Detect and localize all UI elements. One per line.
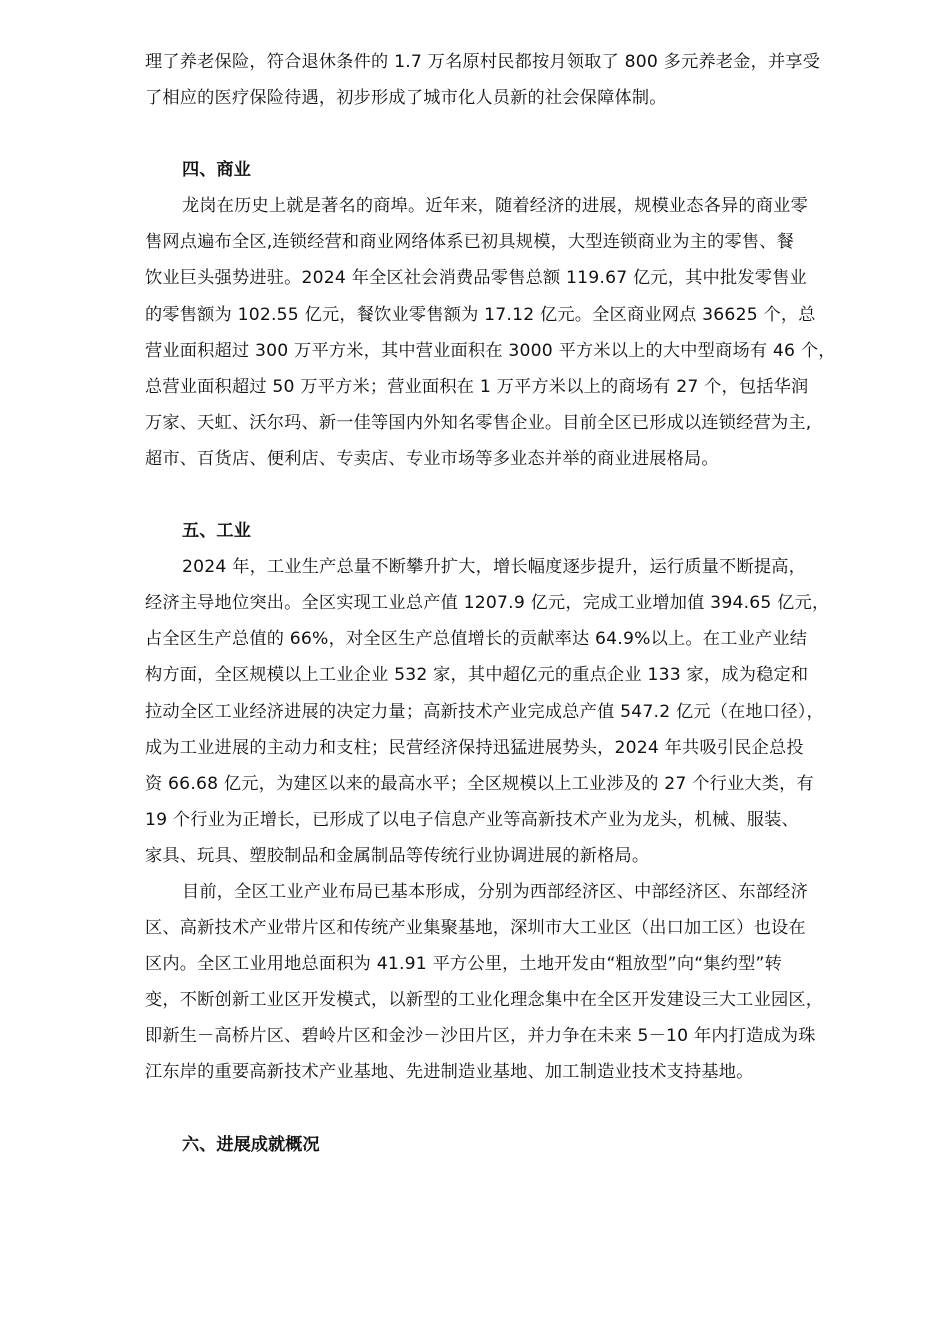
text-line: 饮业巨头强势进驻。2024 年全区社会消费品零售总额 119.67 亿元，其中批发零售业 — [145, 268, 807, 289]
section-heading: 五、工业 — [182, 521, 251, 542]
text-line: 即新生－高桥片区、碧岭片区和金沙－沙田片区，并力争在未来 5－10 年内打造成为珠 — [145, 1026, 816, 1047]
text-line: 变，不断创新工业区开发模式，以新型的工业化理念集中在全区开发建设三大工业园区， — [145, 990, 824, 1011]
spacer — [145, 1091, 885, 1127]
section-heading: 四、商业 — [182, 160, 251, 181]
text-line: 总营业面积超过 50 万平方米；营业面积在 1 万平方米以上的商场有 27 个，包括华润 — [145, 376, 809, 397]
section-industry — [145, 513, 885, 1091]
spacer — [145, 116, 885, 152]
text-line: 2024 年，工业生产总量不断攀升扩大，增长幅度逐步提升，运行质量不断提高， — [182, 557, 806, 578]
text-line: 万家、天虹、沃尔玛、新一佳等国内外知名零售企业。目前全区已形成以连锁经营为主, — [145, 412, 812, 433]
document-page — [145, 44, 885, 1163]
section-heading: 六、进展成就概况 — [182, 1134, 320, 1155]
text-line: 目前，全区工业产业布局已基本形成，分别为西部经济区、中部经济区、东部经济 — [182, 881, 808, 902]
text-line: 家具、玩具、塑胶制品和金属制品等传统行业协调进展的新格局。 — [145, 845, 650, 866]
text-line: 了相应的医疗保险待遇，初步形成了城市化人员新的社会保障体制。 — [145, 88, 667, 109]
text-line: 占全区生产总值的 66%，对全区生产总值增长的贡献率达 64.9%以上。在工业产业结 — [145, 629, 808, 650]
text-line: 的零售额为 102.55 亿元，餐饮业零售额为 17.12 亿元。全区商业网点 36625 个，总 — [145, 304, 816, 325]
intro-paragraph — [145, 44, 885, 116]
text-line: 理了养老保险，符合退休条件的 1.7 万名原村民都按月领取了 800 多元养老金，并享受 — [145, 52, 821, 72]
section-achievements — [145, 1127, 885, 1163]
text-line: 售网点遍布全区,连锁经营和商业网络体系已初具规模，大型连锁商业为主的零售、餐 — [145, 232, 795, 253]
text-line: 超市、百货店、便利店、专卖店、专业市场等多业态并举的商业进展格局。 — [145, 448, 719, 469]
text-line: 龙岗在历史上就是著名的商埠。近年来，随着经济的进展，规模业态各异的商业零 — [182, 196, 808, 217]
text-line: 江东岸的重要高新技术产业基地、先进制造业基地、加工制造业技术支持基地。 — [145, 1062, 754, 1083]
text-line: 拉动全区工业经济进展的决定力量；高新技术产业完成总产值 547.2 亿元（在地口径）， — [145, 701, 824, 722]
section-commerce — [145, 152, 885, 477]
text-line: 区内。全区工业用地总面积为 41.91 平方公里，土地开发由“粗放型”向“集约型”转 — [145, 954, 782, 975]
text-line: 资 66.68 亿元，为建区以来的最高水平；全区规模以上工业涉及的 27 个行业大类，有 — [145, 773, 814, 794]
text-line: 经济主导地位突出。全区实现工业总产值 1207.9 亿元，完成工业增加值 394.65 亿元， — [145, 593, 830, 614]
spacer — [145, 477, 885, 513]
text-line: 构方面，全区规模以上工业企业 532 家，其中超亿元的重点企业 133 家，成为稳定和 — [145, 665, 809, 686]
text-line: 19 个行业为正增长，已形成了以电子信息产业等高新技术产业为龙头，机械、服装、 — [145, 809, 799, 830]
text-line: 营业面积超过 300 万平方米，其中营业面积在 3000 平方米以上的大中型商场有 46 个， — [145, 340, 836, 361]
text-line: 成为工业进展的主动力和支柱；民营经济保持迅猛进展势头，2024 年共吸引民企总投 — [145, 737, 804, 758]
text-line: 区、高新技术产业带片区和传统产业集聚基地，深圳市大工业区（出口加工区）也设在 — [145, 918, 806, 939]
